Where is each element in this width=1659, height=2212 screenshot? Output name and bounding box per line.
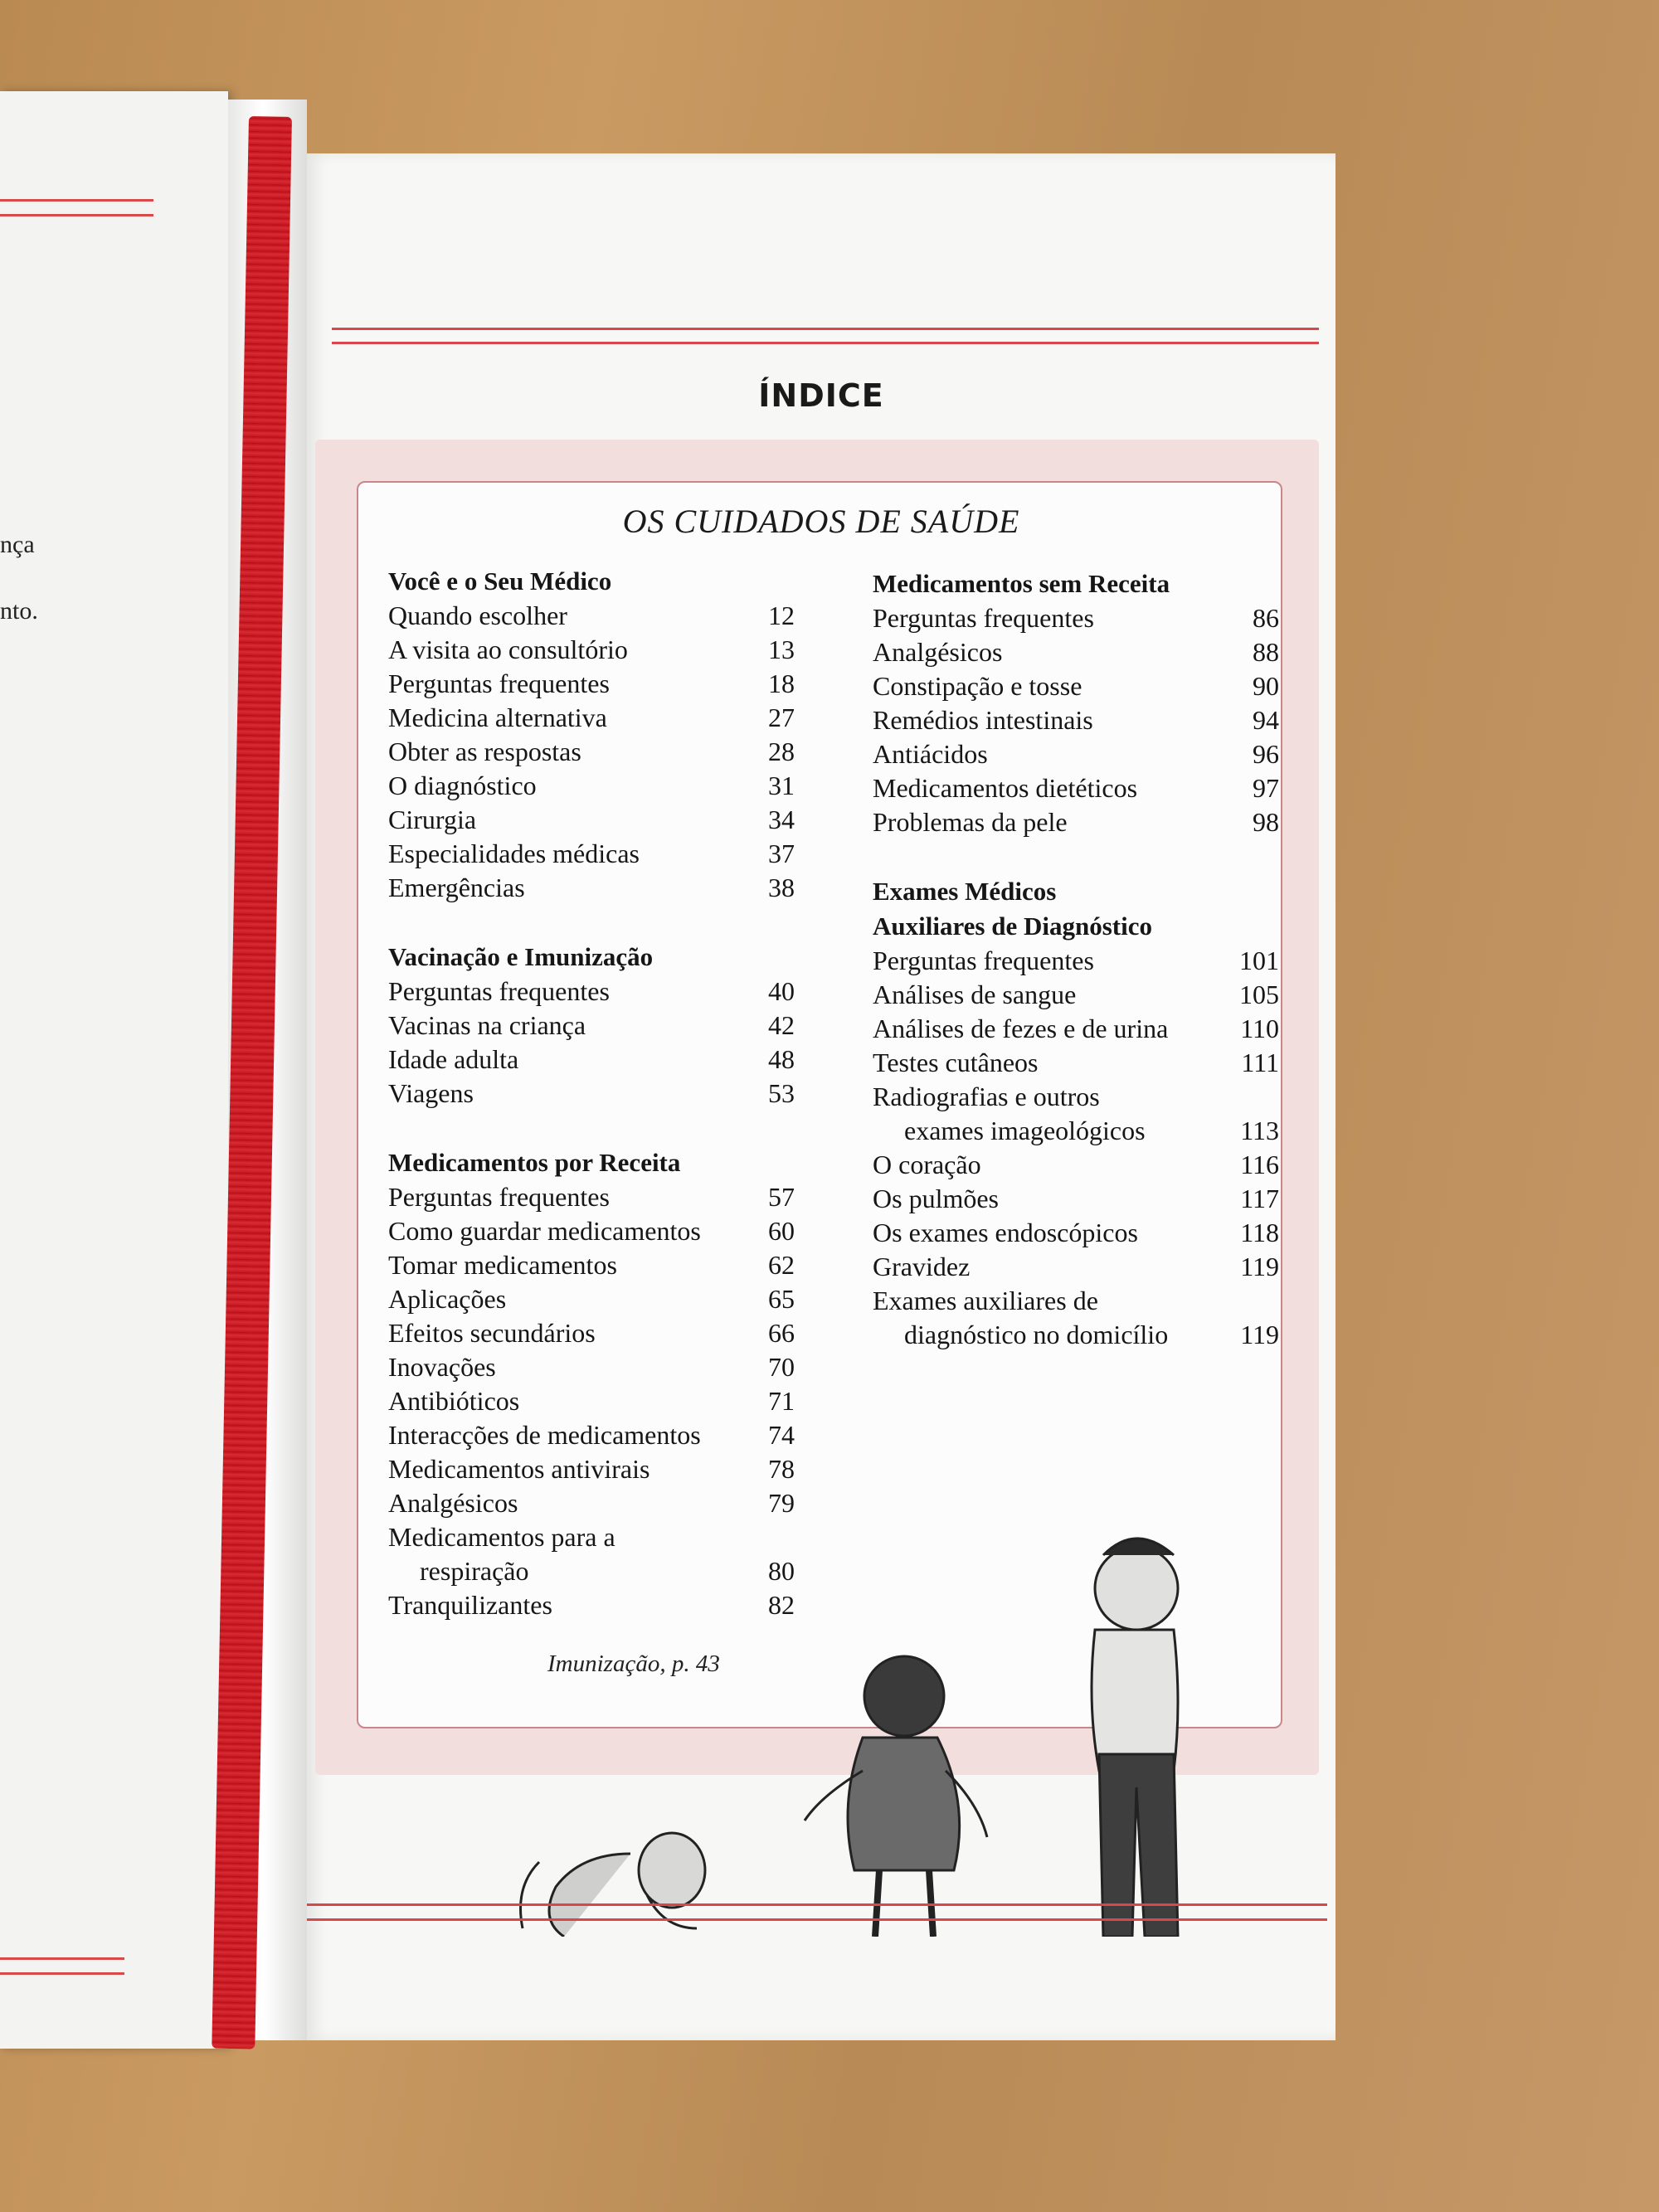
toc-entry[interactable]: Exames auxiliares de diagnóstico no domicílio 119 [873, 1286, 1279, 1349]
toc-entry[interactable]: Perguntas frequentes 86 [873, 603, 1279, 633]
toc-entry[interactable]: Medicamentos antivirais 78 [388, 1454, 795, 1484]
toc-entry[interactable]: Como guardar medicamentos 60 [388, 1216, 795, 1246]
toc-entry[interactable]: O coração 116 [873, 1150, 1279, 1179]
toc-entry[interactable]: Remédios intestinais 94 [873, 705, 1279, 735]
toc-entry[interactable]: Radiografias e outros exames imageológicos 113 [873, 1082, 1279, 1145]
toc-entry[interactable]: O diagnóstico 31 [388, 771, 795, 800]
page-title: ÍNDICE [758, 377, 884, 414]
toc-entry[interactable]: A visita ao consultório 13 [388, 634, 795, 664]
toc-entry[interactable]: Medicamentos para a respiração 80 [388, 1522, 795, 1586]
toc-entry[interactable]: Perguntas frequentes 18 [388, 668, 795, 698]
toc-entry[interactable]: Efeitos secundários 66 [388, 1318, 795, 1348]
toc-entry[interactable]: Inovações 70 [388, 1352, 795, 1382]
toc-entry[interactable]: Tranquilizantes 82 [388, 1590, 795, 1620]
toc-entry[interactable]: Aplicações 65 [388, 1284, 795, 1314]
index-page [307, 153, 1335, 2040]
toc-entry[interactable]: Obter as respostas 28 [388, 737, 795, 766]
toc-entry[interactable]: Medicina alternativa 27 [388, 702, 795, 732]
toc-entry[interactable]: Antiácidos 96 [873, 739, 1279, 769]
toc-entry[interactable]: Emergências 38 [388, 873, 795, 902]
toc-entry[interactable]: Problemas da pele 98 [873, 807, 1279, 837]
section-title: OS CUIDADOS DE SAÚDE [622, 503, 1020, 540]
section-heading: Vacinação e Imunização [388, 942, 654, 971]
left-page-fragment: nto. [0, 597, 38, 625]
toc-entry[interactable]: Antibióticos 71 [388, 1386, 795, 1416]
toc-entry[interactable]: Constipação e tosse 90 [873, 671, 1279, 701]
left-page-rule [0, 199, 153, 202]
toc-entry[interactable]: Analgésicos 79 [388, 1488, 795, 1518]
right-column [873, 566, 1279, 1352]
toc-entry[interactable]: Os exames endoscópicos 118 [873, 1218, 1279, 1247]
toc-entry[interactable]: Análises de sangue 105 [873, 980, 1279, 1009]
section-heading: Medicamentos sem Receita [873, 569, 1170, 598]
left-page-rule [0, 214, 153, 216]
bottom-rule [307, 1903, 1327, 1906]
children-illustration [506, 1356, 1327, 1937]
toc-entry[interactable]: Analgésicos 88 [873, 637, 1279, 667]
toc-entry[interactable]: Os pulmões 117 [873, 1184, 1279, 1213]
left-page-rule [0, 1972, 124, 1975]
toc-entry[interactable]: Testes cutâneos 111 [873, 1048, 1279, 1077]
spacer [873, 839, 1279, 874]
toc-entry[interactable]: Idade adulta 48 [388, 1044, 795, 1074]
toc-entry[interactable]: Tomar medicamentos 62 [388, 1250, 795, 1280]
top-rule [332, 342, 1319, 344]
toc-entry[interactable]: Perguntas frequentes 57 [388, 1182, 795, 1212]
left-page-fragment: nça [0, 531, 35, 558]
left-page-rule [0, 1957, 124, 1960]
spacer [388, 905, 795, 940]
section-heading: Você e o Seu Médico [388, 566, 612, 596]
toc-entry[interactable]: Viagens 53 [388, 1078, 795, 1108]
section-heading-line2: Auxiliares de Diagnóstico [873, 912, 1152, 941]
section-heading: Exames Médicos [873, 877, 1057, 906]
illustration-caption: Imunização, p. 43 [547, 1650, 720, 1677]
toc-entry[interactable]: Análises de fezes e de urina 110 [873, 1014, 1279, 1043]
bottom-rule [307, 1918, 1327, 1921]
toc-entry[interactable]: Especialidades médicas 37 [388, 839, 795, 868]
top-rule [332, 328, 1319, 330]
toc-entry[interactable]: Medicamentos dietéticos 97 [873, 773, 1279, 803]
toc-entry[interactable]: Cirurgia 34 [388, 805, 795, 834]
toc-entry[interactable]: Perguntas frequentes 101 [873, 946, 1279, 975]
toc-entry[interactable]: Interacções de medicamentos 74 [388, 1420, 795, 1450]
toc-entry[interactable]: Vacinas na criança 42 [388, 1010, 795, 1040]
toc-entry[interactable]: Gravidez 119 [873, 1252, 1279, 1281]
spacer [388, 1111, 795, 1145]
section-heading: Medicamentos por Receita [388, 1148, 681, 1177]
toc-entry[interactable]: Quando escolher 12 [388, 600, 795, 630]
left-page [0, 91, 228, 2049]
toc-entry[interactable]: Perguntas frequentes 40 [388, 976, 795, 1006]
